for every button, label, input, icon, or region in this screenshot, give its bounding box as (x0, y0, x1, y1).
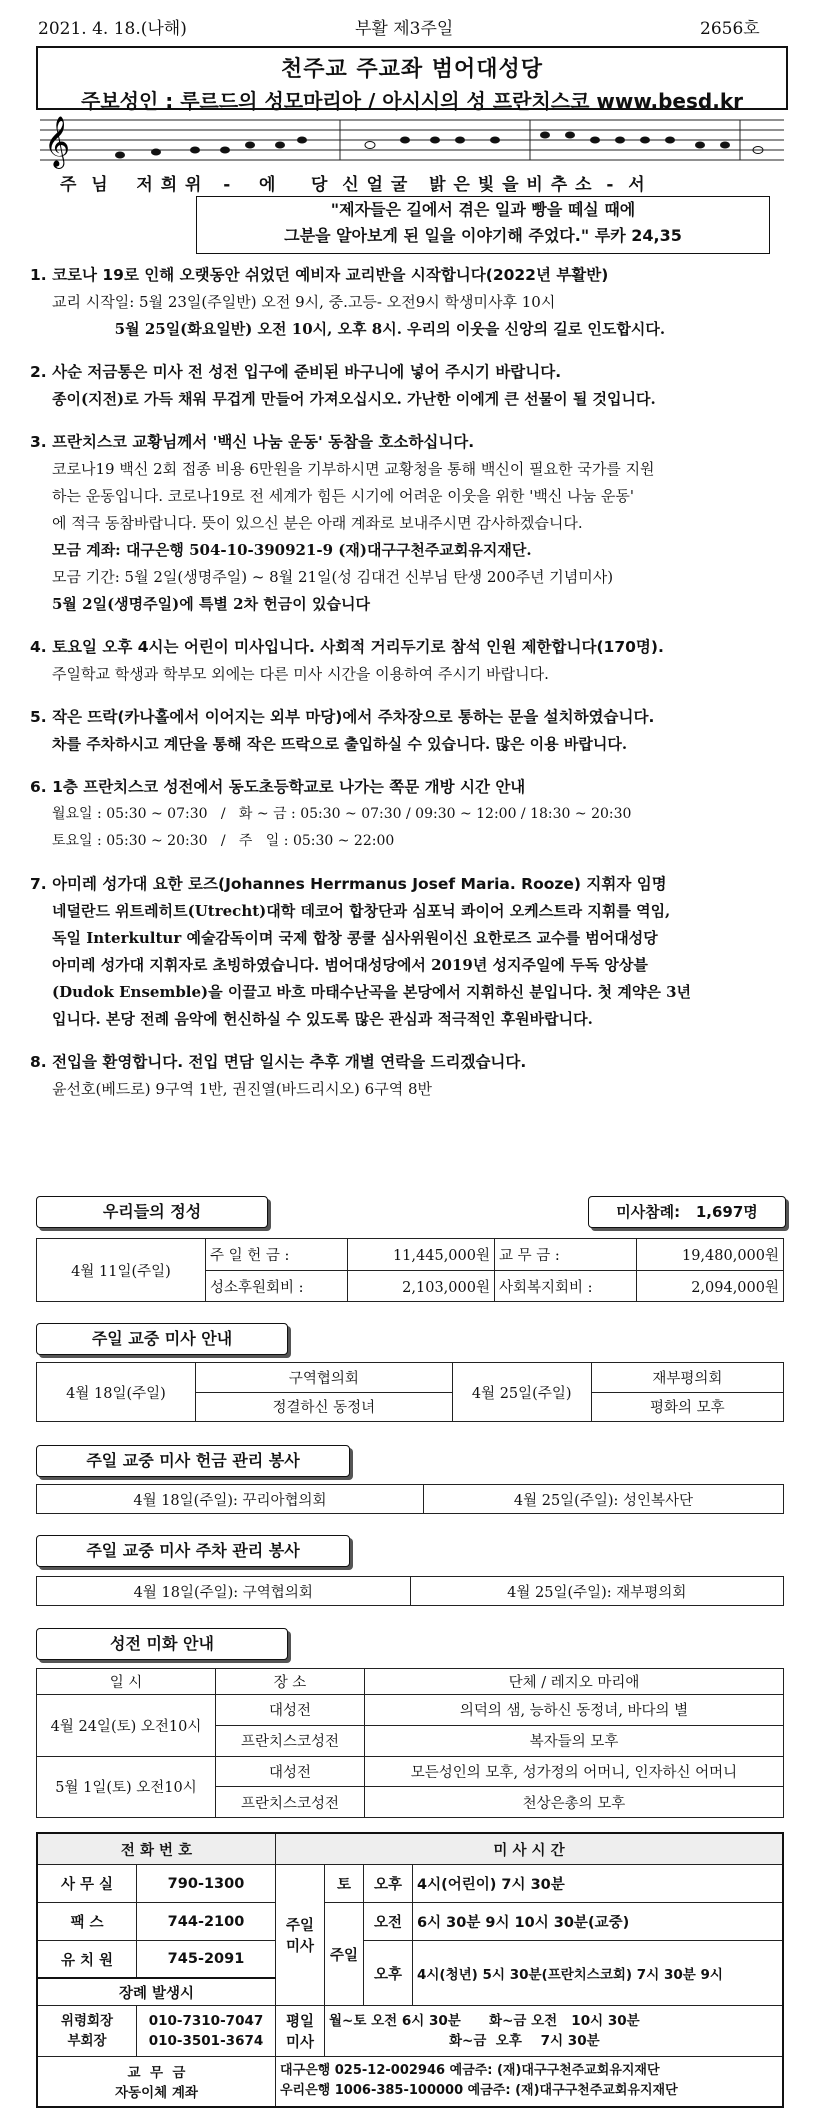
treble-clef-icon: 𝄞 (44, 116, 71, 167)
notice-8: 8. 전입을 환영합니다. 전입 면담 일시는 추후 개별 연락을 드리겠습니다. 윤선호(베드로) 9구역 1반, 권진열(바드리시오) 6구역 8반 (30, 1053, 527, 1098)
notices (30, 262, 800, 1119)
mass-guide-table: 4월 18일(주일) 구역협의회 4월 25일(주일) 재부평의회 정결하신 동정녀 평화의 모후 (36, 1362, 784, 1422)
bulletin-issue: 2656호 (700, 19, 760, 39)
notice-4: 4. 토요일 오후 4시는 어린이 미사입니다. 사회적 거리두기로 참석 인원 제한합니다(170명). 주일학교 학생과 학부모 외에는 다른 미사 시간을 이용하여 주시기 바랍니다. (30, 638, 664, 683)
offering-header: 우리들의 정성 (36, 1196, 268, 1228)
notice-1: 1. 코로나 19로 인해 오랫동안 쉬었던 예비자 교리반을 시작합니다(2022년 부활반) 교리 시작일: 5월 23일(주일반) 오전 9시, 중.고등- 오전9시 학생미사후 10시 5월 25일(화요일반) 오전 10시, 오후 8시. 우리의 이웃을 신앙의 길로 인도합시다. (30, 266, 666, 338)
parish-name: 천주교 주교좌 범어대성당 (280, 57, 544, 82)
bulletin-feast: 부활 제3주일 (355, 19, 454, 39)
cash-service-header: 주일 교중 미사 헌금 관리 봉사 (36, 1445, 350, 1477)
music-staff (40, 112, 784, 170)
bulletin-date: 2021. 4. 18.(나해) (38, 19, 187, 39)
parish-banner (36, 46, 788, 113)
music-notes (115, 132, 763, 159)
parish-patron: 주보성인 : 루르드의 성모마리아 / 아시시의 성 프란치스코 www.besd.kr (81, 89, 743, 113)
parking-service-header: 주일 교중 미사 주차 관리 봉사 (36, 1535, 350, 1567)
cleaning-header: 성전 미화 안내 (36, 1628, 288, 1660)
attendance-count: 1,697명 (695, 1203, 758, 1221)
notice-6: 6. 1층 프란치스코 성전에서 동도초등학교로 나가는 쪽문 개방 시간 안내 월요일 : 05:30 ~ 07:30 / 화 ~ 금 : 05:30 ~ 07:30 / 09:30 ~ 12:00 / 18:30 ~ 20:30 토요일 : 05:30 ~ 20:30 / 주 일 : 05:30 ~ 22:00 (30, 778, 632, 849)
quote-line-2: 그분을 알아보게 된 일을 이야기해 주었다." 루카 24,35 (284, 226, 682, 245)
notice-5: 5. 작은 뜨락(카나홀에서 이어지는 외부 마당)에서 주차장으로 통하는 문을 설치하였습니다. 차를 주차하시고 계단을 통해 작은 뜨락으로 출입하실 수 있습니다. 많은 이용 바랍니다. (30, 708, 655, 753)
cleaning-table: 일 시 장 소 단체 / 레지오 마리애 4월 24일(토) 오전10시 대성전 의덕의 샘, 능하신 동정녀, 바다의 별 프란치스코성전 복자들의 모후 5월 1일(토) 오전10시 대성전 모든성인의 모후, 성가정의 어머니, 인자하신 어머니 프란치스코성전 천상은총의 모후 (36, 1668, 784, 1818)
quote-line-1: "제자들은 길에서 겪은 일과 빵을 떼실 때에 (330, 200, 636, 219)
contact-mass-table: 전 화 번 호 미 사 시 간 사 무 실 790-1300 주일 미사 토 오후 4시(어린이) 7시 30분 팩 스 744-2100 주일 오전 6시 30분 9시 10시 30분(교중) 유 치 원 745-2091 오후 4시(청년) 5시 30분(프란치스코회) 7시 30분 9시 장례 발생시 위령회장 부회장 010-7310-7047 010-3501-3674 평일 미사 월~토 오전 6시 30분 화~금 오전 10시 30분 화~금 오후 7시 30분 교 무 금 자동이체 계좌 대구은행 025-12-002946 예금주: (재)대구구천주교회유지재단 우리은행 1006-385-100000 예금주: (재)대구구천주교회유지재단 (36, 1832, 784, 2108)
offering-table: 4월 11일(주일) 주 일 헌 금 : 11,445,000원 교 무 금 : 19,480,000원 성소후원회비 : 2,103,000원 사회복지회비 : 2,094,000원 (36, 1238, 784, 1302)
notice-3: 3. 프란치스코 교황님께서 '백신 나눔 운동' 동참을 호소하십니다. 코로나19 백신 2회 접종 비용 6만원을 기부하시면 교황청을 통해 백신이 필요한 국가를 지원 하는 운동입니다. 코로나19로 전 세계가 힘든 시기에 어려운 이웃을 위한 '백신 나눔 운동' 에 적극 동참바랍니다. 뜻이 있으신 분은 아래 계좌로 보내주시면 감사하겠습니다. 모금 계좌: 대구은행 504-10-390921-9 (재)대구구천주교회유지재단. 모금 기간: 5월 2일(생명주일) ~ 8월 21일(성 김대건 신부님 탄생 200주년 기념미사) 5월 2일(생명주일)에 특별 2차 헌금이 있습니다 (30, 433, 655, 613)
header (0, 0, 824, 40)
attendance-box: 미사참례: 1,697명 (588, 1196, 786, 1228)
notice-2: 2. 사순 저금통은 미사 전 성전 입구에 준비된 바구니에 넣어 주시기 바랍니다. 종이(지전)로 가득 채워 무겁게 만들어 가져오십시오. 가난한 이에게 큰 선물이 될 것입니다. (30, 363, 656, 408)
gospel-quote (196, 196, 770, 254)
parking-service-table: 4월 18일(주일): 구역협의회 4월 25일(주일): 재부평의회 (36, 1576, 784, 1606)
notice-7: 7. 아미레 성가대 요한 로즈(Johannes Herrmanus Josef Maria. Rooze) 지휘자 임명 네덜란드 위트레히트(Utrecht)대학 데코어 합창단과 심포닉 콰이어 오케스트라 지휘를 역임, 독일 Interkultur 예술감독이며 국제 합창 콩쿨 심사위원이신 요한로즈 교수를 범어대성당 아미레 성가대 지휘자로 초빙하였습니다. 범어대성당에서 2019년 성지주일에 두독 앙상블 (Dudok Ensemble)을 이끌고 바흐 마태수난곡을 본당에서 지휘하신 분입니다. 첫 계약은 3년 입니다. 본당 전례 음악에 헌신하실 수 있도록 많은 관심과 적극적인 후원바랍니다. (30, 875, 692, 1028)
lyrics: 주 님 저 희 위 - 에 당 신 얼 굴 밝 은 빛 을 비 추 소 - 서 (60, 175, 646, 195)
cash-service-table: 4월 18일(주일): 꾸리아협의회 4월 25일(주일): 성인복사단 (36, 1484, 784, 1514)
mass-guide-header: 주일 교중 미사 안내 (36, 1323, 288, 1355)
